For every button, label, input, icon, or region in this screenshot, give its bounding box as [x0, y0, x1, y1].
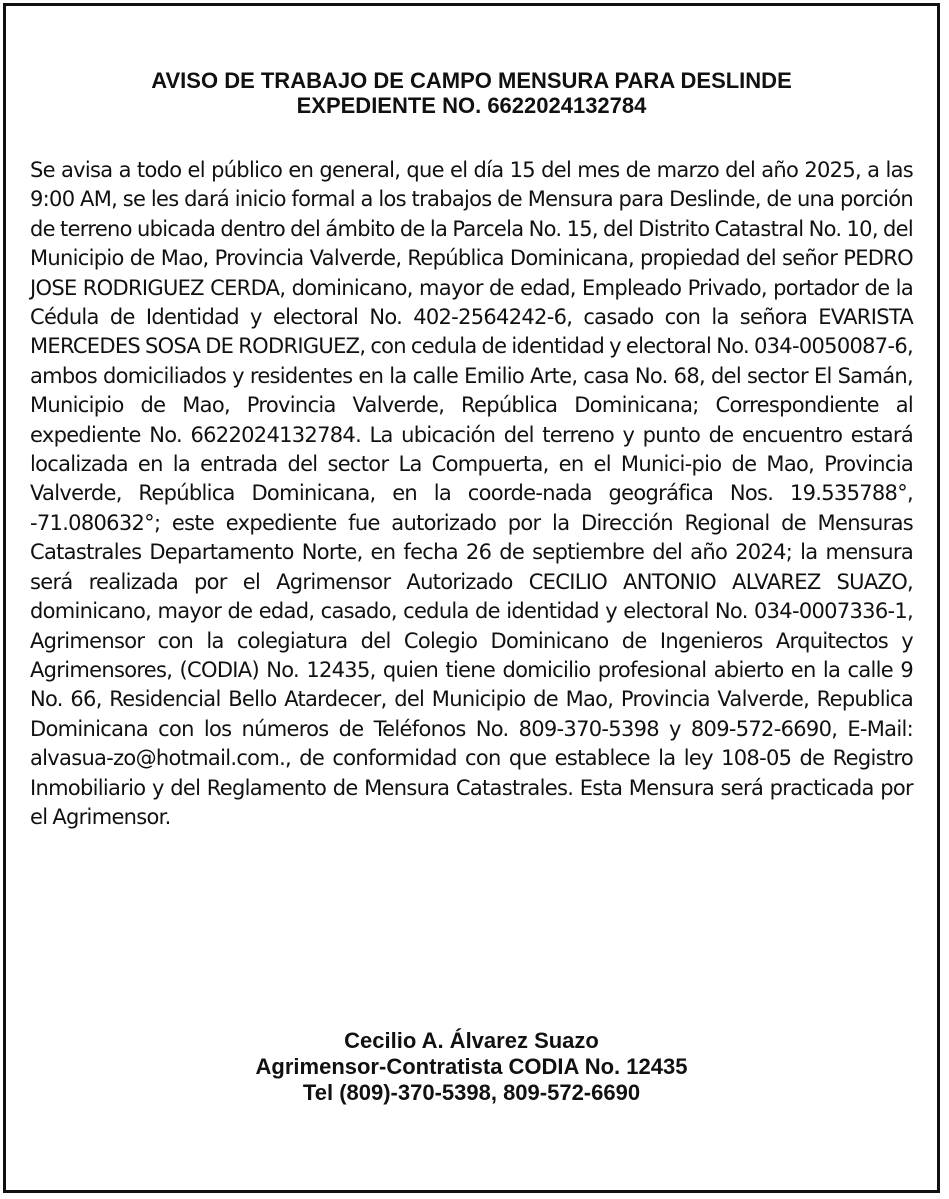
notice-body-text: Se avisa a todo el público en general, que el día 15 del mes de marzo del año 2025, a las 9:00 AM, se les dará inicio formal a los trabajos de Mensura para Deslinde, de una porción de terreno ubicada dentro del ámbito de la Parcela No. 15, del Distrito Catastral No. 10, del Municipio de Mao, Provincia Valverde, República Dominicana, propiedad del señor PEDRO JOSE RODRIGUEZ CERDA, dominicano, mayor de edad, Empleado Privado, portador de la Cédula de Identidad y electoral No. 402-2564242-6, casado con la señora EVARISTA MERCEDES SOSA DE RODRIGUEZ, con cedula de identidad y electoral No. 034-0050087-6, ambos domiciliados y residentes en la calle Emilio Arte, casa No. 68, del sector El Samán, Municipio de Mao, Provincia Valverde, República Dominicana; Correspondiente al expediente No. 6622024132784. La ubicación del terreno y punto de encuentro estará localizada en la entrada del sector La Compuerta, en el Munici-pio de Mao, Provincia Valverde, República Dominicana, en la coorde-nada geográfica Nos. 19.535788°, -71.080632°; este expediente fue autorizado por la Dirección Regional de Mensuras Catastrales Departamento Norte, en fecha 26 de septiembre del año 2024; la mensura será realizada por el Agrimensor Autorizado CECILIO ANTONIO ALVAREZ SUAZO, dominicano, mayor de edad, casado, cedula de identidad y electoral No. 034-0007336-1, Agrimensor con la colegiatura del Colegio Dominicano de Ingenieros Arquitectos y Agrimensores, (CODIA) No. 12435, quien tiene domicilio profesional abierto en la calle 9 No. 66, Residencial Bello Atardecer, del Municipio de Mao, Provincia Valverde, Republica Dominicana con los números de Teléfonos No. 809-370-5398 y 809-572-6690, E-Mail: alvasua-zo@hotmail.com., de conformidad con que establece la ley 108-05 de Registro Inmobiliario y del Reglamento de Mensura Catastrales. Esta Mensura será practicada por el Agrimensor. — [30, 158, 913, 829]
signature-phone: Tel (809)-370-5398, 809-572-6690 — [302, 1080, 641, 1105]
signature-name: Cecilio A. Álvarez Suazo — [344, 1028, 599, 1053]
signature-block — [30, 1028, 913, 1106]
notice-frame — [3, 3, 940, 1193]
signature-role: Agrimensor-Contratista CODIA No. 12435 — [255, 1054, 688, 1079]
notice-title-line-2: EXPEDIENTE NO. 6622024132784 — [296, 93, 647, 118]
notice-title — [30, 68, 913, 118]
notice-title-line-1: AVISO DE TRABAJO DE CAMPO MENSURA PARA DESLINDE — [151, 68, 792, 93]
